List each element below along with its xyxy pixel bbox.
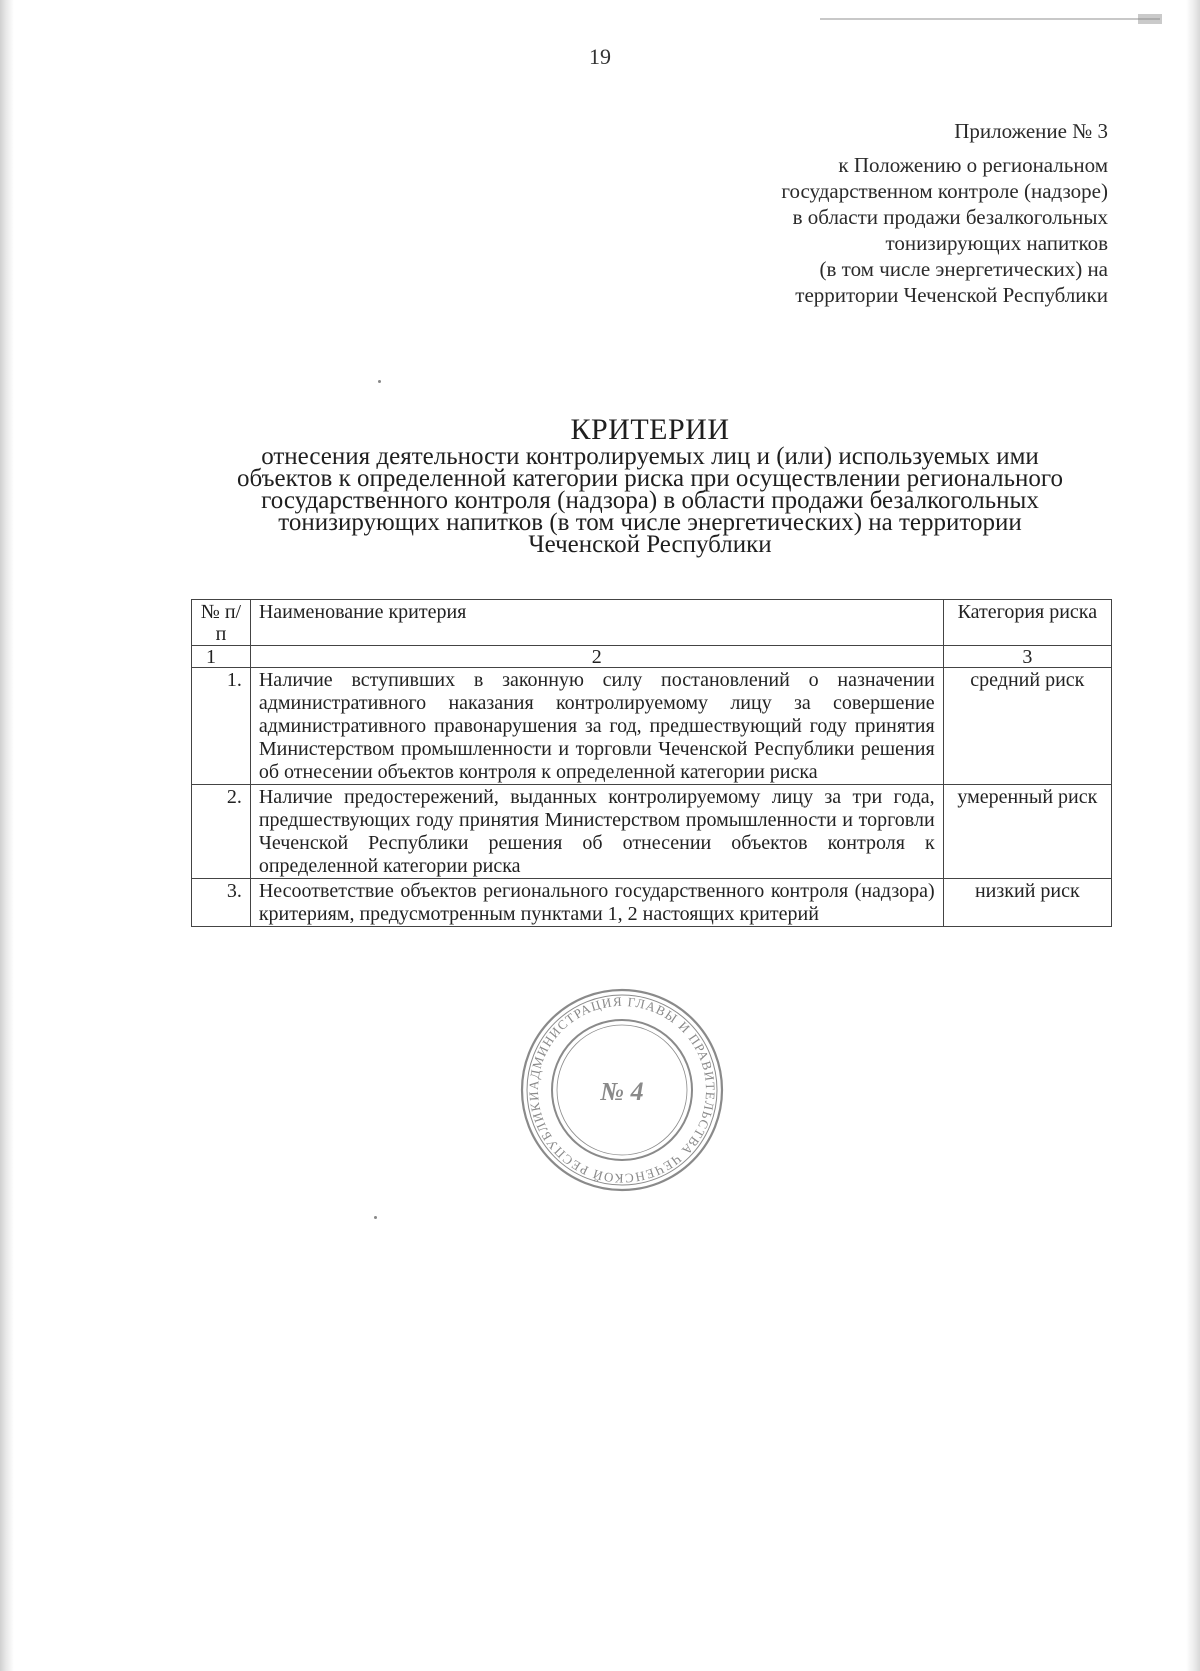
table-header-row [192, 600, 1112, 646]
row-category: умеренный риск [943, 785, 1111, 879]
appendix-line: территории Чеченской Республики [795, 283, 1108, 307]
appendix-line: тонизирующих напитков [885, 231, 1108, 255]
seal-number: № 4 [600, 1077, 644, 1106]
scan-mark [1138, 14, 1162, 24]
document-title [170, 414, 1130, 556]
index-cell: 3 [943, 646, 1111, 668]
appendix-line: к Положению о региональном [838, 153, 1108, 177]
official-seal-stamp [512, 985, 732, 1195]
index-cell: 1 [192, 646, 251, 668]
row-number: 3. [192, 879, 251, 927]
document-title-line: государственного контроля (надзора) в области продажи безалкогольных [261, 487, 1039, 514]
appendix-title: Приложение № 3 [954, 119, 1108, 143]
row-criterion: Наличие вступивших в законную силу постановлений о назначении административного наказания контролируемому лицу за совершение административного правонарушения за год, предшествующий году принятия Министерством промышленности и торговли Чеченской Республики решения об отнесении объектов контроля к определенной категории риска [250, 668, 943, 785]
scan-edge-right [1186, 0, 1200, 1671]
criteria-table [191, 599, 1112, 927]
index-cell: 2 [250, 646, 943, 668]
page-number: 19 [589, 44, 611, 69]
row-criterion: Несоответствие объектов регионального государственного контроля (надзора) критериям, предусмотренным пунктами 1, 2 настоящих критерий [250, 879, 943, 927]
document-title-line: объектов к определенной категории риска при осуществлении регионального [236, 465, 1063, 492]
header-name: Наименование критерия [250, 600, 943, 646]
document-title-line: тонизирующих напитков (в том числе энергетических) на территории [278, 509, 1022, 536]
header-category: Категория риска [943, 600, 1111, 646]
appendix-line: (в том числе энергетических) на [819, 257, 1108, 281]
scan-speck [374, 1216, 377, 1219]
document-title-line: Чеченской Республики [528, 531, 772, 558]
row-category: низкий риск [943, 879, 1111, 927]
scan-speck [378, 380, 381, 383]
appendix-block [648, 118, 1108, 308]
row-category: средний риск [943, 668, 1111, 785]
seal-ring-text: АДМИНИСТРАЦИЯ ГЛАВЫ И ПРАВИТЕЛЬСТВА ЧЕЧЕНСКОЙ РЕСПУБЛИКИ [525, 993, 719, 1187]
scan-mark [820, 10, 1160, 20]
table-row [192, 879, 1112, 927]
appendix-line: государственном контроле (надзоре) [781, 179, 1108, 203]
row-criterion: Наличие предостережений, выданных контролируемому лицу за три года, предшествующих году принятия Министерством промышленности и торговли Чеченской Республики решения об отнесении объектов контроля к определенной категории риска [250, 785, 943, 879]
table-row [192, 785, 1112, 879]
scan-edge-left [0, 0, 14, 1671]
document-title-line: отнесения деятельности контролируемых лиц и (или) используемых ими [261, 443, 1039, 470]
table-index-row [192, 646, 1112, 668]
appendix-line: в области продажи безалкогольных [792, 205, 1108, 229]
document-title-main: КРИТЕРИИ [570, 413, 730, 446]
row-number: 1. [192, 668, 251, 785]
header-num: № п/п [192, 600, 251, 646]
table-row [192, 668, 1112, 785]
row-number: 2. [192, 785, 251, 879]
